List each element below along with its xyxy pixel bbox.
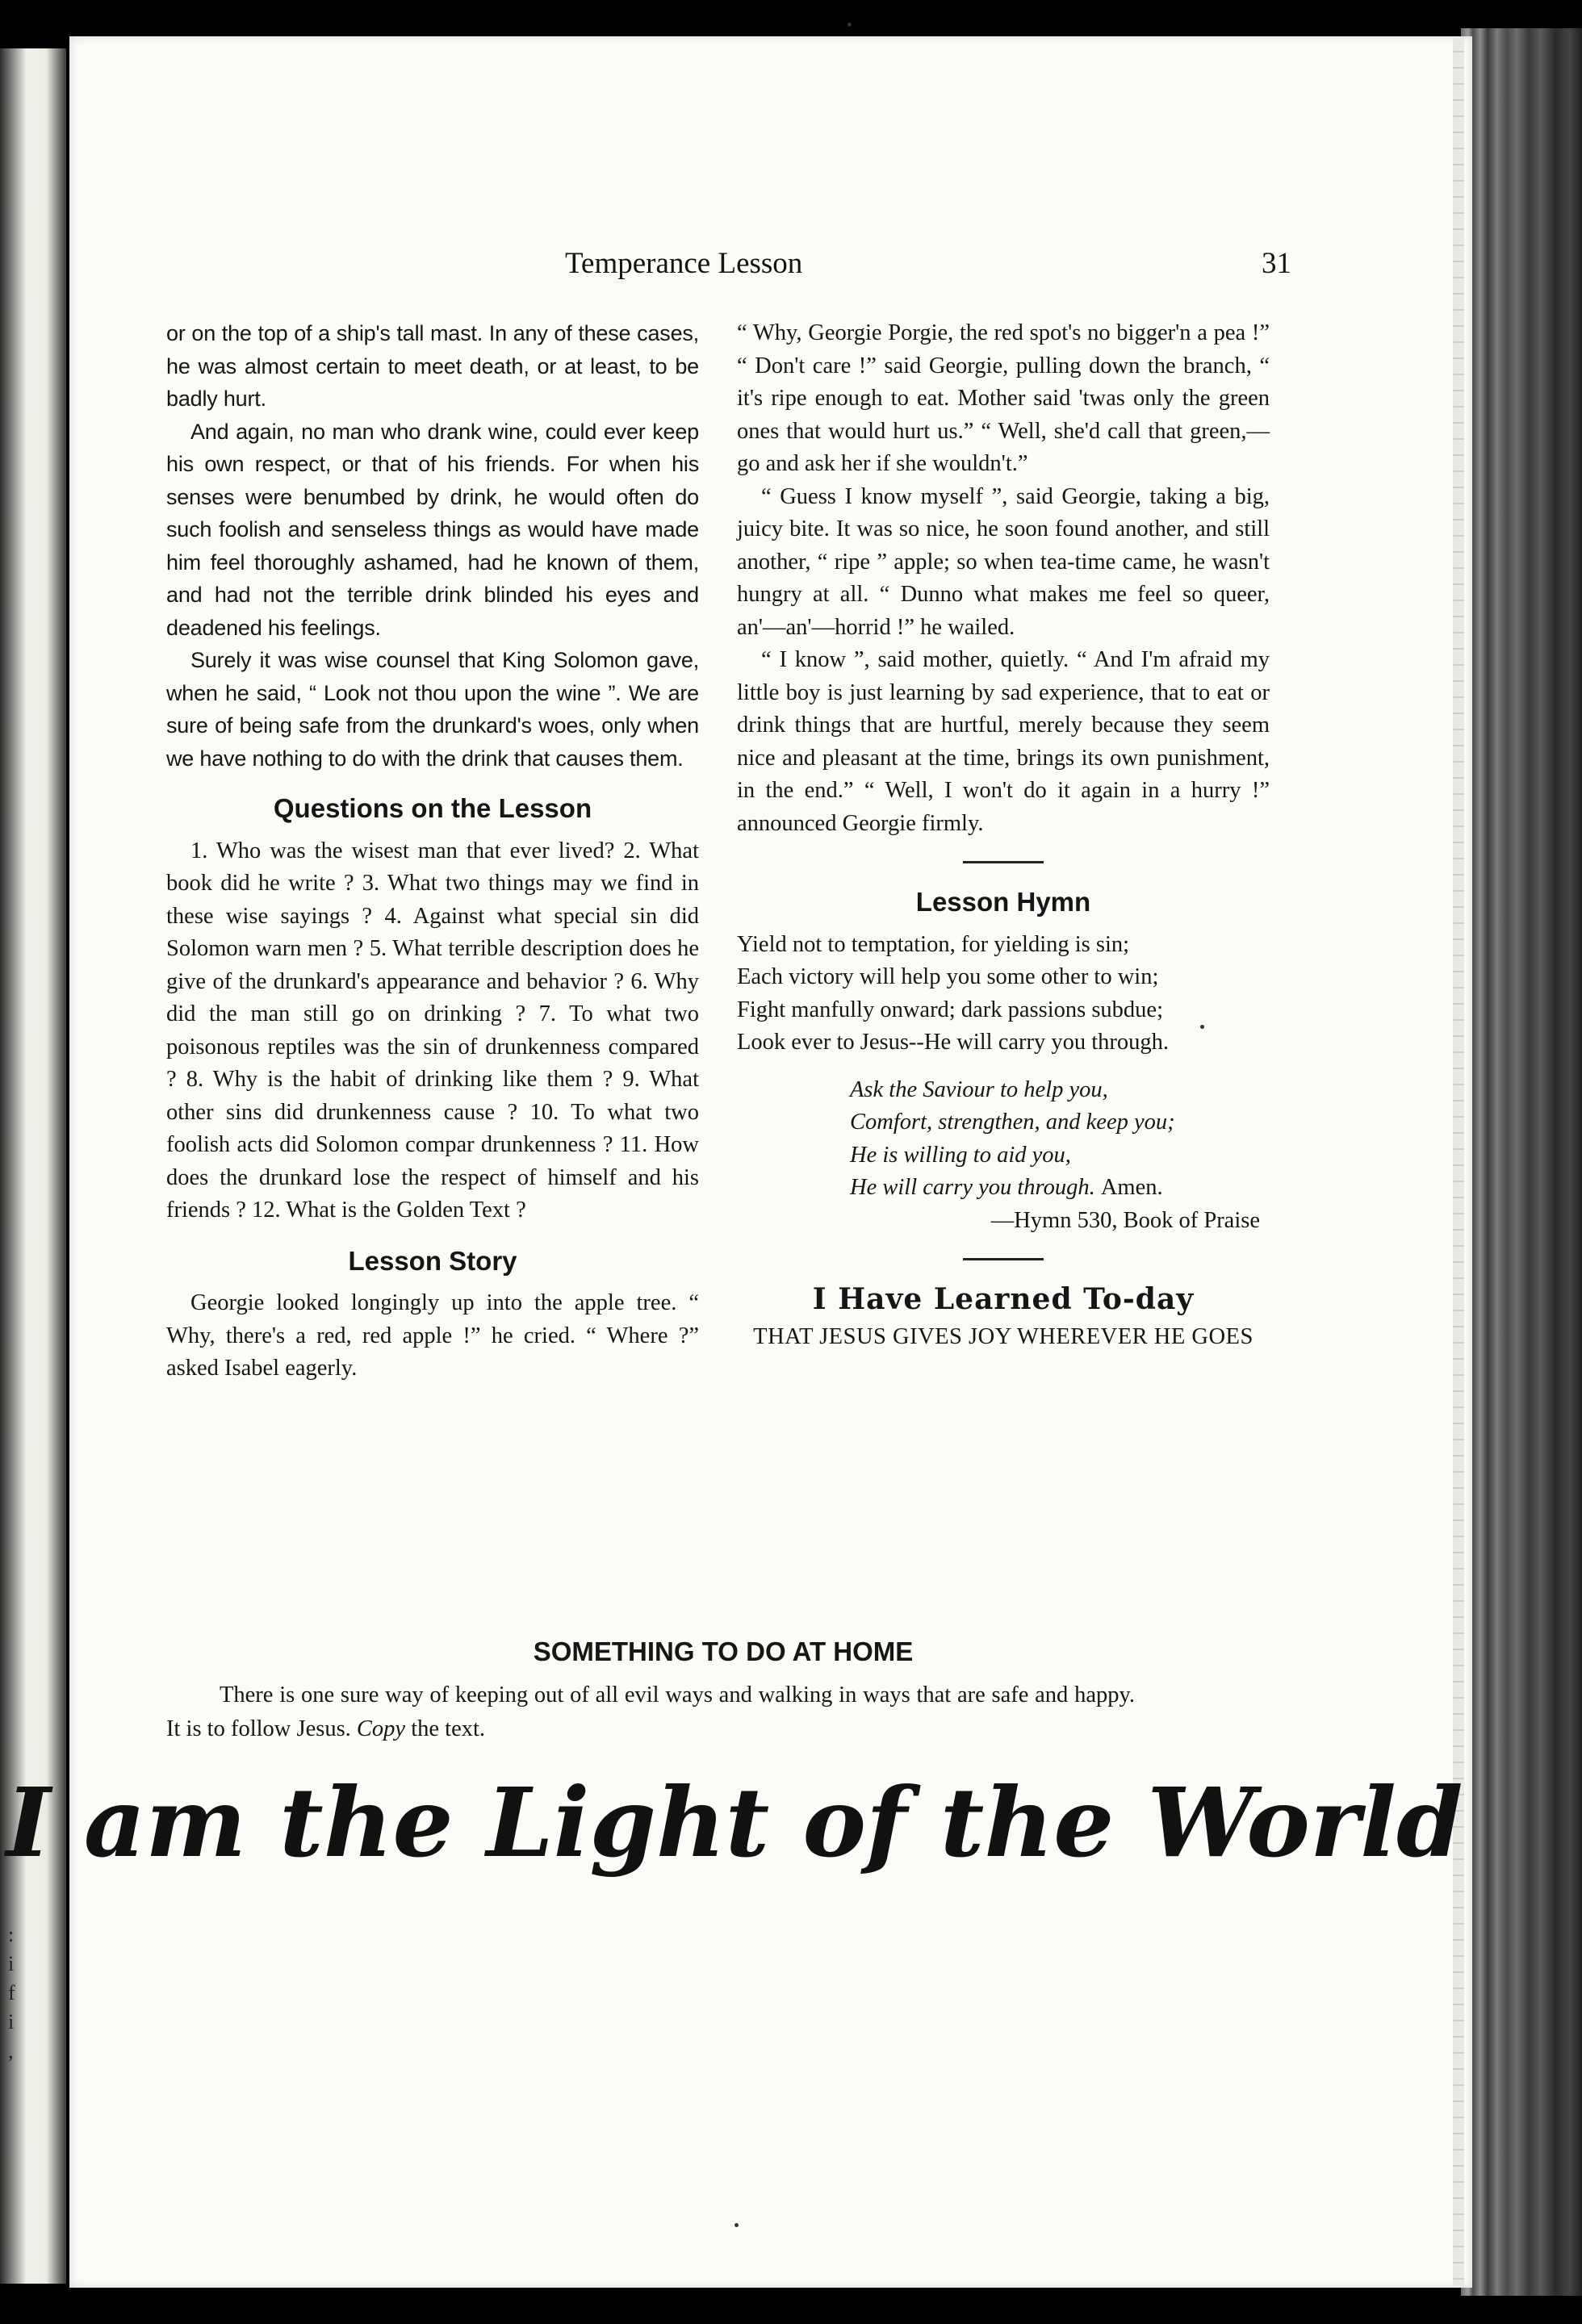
script-svg	[6, 1759, 1463, 1921]
amen: Amen.	[1100, 1175, 1163, 1200]
home-activity-section	[166, 1636, 1280, 1746]
script-text: I am the Light of the World	[6, 1766, 1463, 1879]
section-divider	[963, 861, 1044, 863]
paragraph: “ Why, Georgie Porgie, the red spot's no bigger'n a pea !” “ Don't care !” said Georgie, pulling down the branch, “ it's ripe enough to eat. Mother said 'twas only the green ones that would hurt us.” “ Well, she'd call that green,—go and ask her if she wouldn't.”	[737, 320, 1270, 476]
home-text	[166, 1678, 1280, 1746]
home-text-before: There is one sure way of keeping out of all evil ways and walking in ways that are safe and happy. It is to follow Jesus.	[166, 1682, 1135, 1741]
page-number: 31	[1262, 247, 1291, 280]
paragraph: And again, no man who drank wine, could ever keep his own respect, or that of his friends. For when his senses were benumbed by drink, he would often do such foolish and senseless things as would have made him feel thoroughly ashamed, had he known of them, and had not the terrible drink blinded his eyes and deadened his feelings.	[166, 419, 699, 640]
scan-speck	[1200, 1025, 1204, 1029]
scan-speck	[848, 23, 852, 27]
refrain-line	[850, 1172, 1270, 1205]
learned-text: THAT JESUS GIVES JOY WHEREVER HE GOES	[753, 1323, 1253, 1349]
page-header	[565, 246, 1291, 286]
hymn-source: —Hymn 530, Book of Praise	[990, 1207, 1260, 1233]
right-column	[737, 317, 1270, 1353]
section-divider	[963, 1258, 1044, 1260]
book-spine	[1461, 28, 1582, 2296]
scan-speck	[734, 2223, 739, 2227]
home-text-after: the text.	[405, 1716, 486, 1741]
home-heading: SOMETHING TO DO AT HOME	[533, 1636, 914, 1666]
learned-heading: I Have Learned To-day	[812, 1282, 1195, 1316]
hymn-refrain	[737, 1074, 1270, 1205]
hymn-line: Each victory will help you some other to win;	[737, 964, 1159, 989]
questions-heading: Questions on the Lesson	[273, 793, 592, 823]
left-column	[166, 317, 699, 1386]
page-stack-edge	[1453, 36, 1464, 2288]
paragraph: Surely it was wise counsel that King Solomon gave, when he said, “ Look not thou upon the wine ”. We are sure of being safe from the drunkard's woes, only when we have nothing to do with the drink that causes them.	[166, 648, 699, 771]
story-text: Georgie looked longingly up into the apple tree. “ Why, there's a red, red apple !” he cried. “ Where ?” asked Isabel eagerly.	[166, 1290, 699, 1381]
refrain-last-line: He will carry you through.	[850, 1175, 1095, 1200]
hymn-heading: Lesson Hymn	[915, 887, 1091, 917]
hymn-line: Look ever to Jesus--He will carry you through.	[737, 1030, 1170, 1055]
copy-word: Copy	[356, 1716, 406, 1741]
hymn-line: Yield not to temptation, for yielding is sin;	[737, 931, 1130, 957]
story-heading: Lesson Story	[348, 1245, 517, 1276]
paragraph: “ I know ”, said mother, quietly. “ And I'm afraid my little boy is just learning by sad experience, that to eat or drink things that are hurtful, merely because they seem nice and pleasant at the time, brings its own punishment, in the end.” “ Well, I won't do it again in a hurry !” announced Georgie firmly.	[737, 647, 1270, 836]
refrain-line: Ask the Saviour to help you,	[850, 1076, 1108, 1102]
hymn-verse	[737, 929, 1270, 1060]
paragraph: or on the top of a ship's tall mast. In any of these cases, he was almost certain to meet death, or at least, to be badly hurt.	[166, 321, 699, 411]
facing-page-text-fragments: : i f i ,	[8, 1923, 15, 2063]
lesson-body-text	[166, 317, 699, 775]
refrain-line: Comfort, strengthen, and keep you;	[850, 1110, 1175, 1135]
questions-text: 1. Who was the wisest man that ever lived? 2. What book did he write ? 3. What two things may we find in these wise sayings ? 4. Against what special sin did Solomon warn men ? 5. What terrible description does he give of the drunkard's appearance and behavior ? 6. Why did the man still go on drinking ? 7. To what two poisonous reptiles was the sin of drunkenness compared ? 8. Why is the habit of drinking like them ? 9. What other sins did drunkenness cause ? 10. To what two foolish acts did Solomon compar drunkenness ? 11. How does the drunkard lose the respect of himself and his friends ? 12. What is the Golden Text ?	[166, 838, 699, 1223]
golden-text-script	[6, 1759, 1463, 1921]
running-head: Temperance Lesson	[565, 247, 803, 280]
refrain-line: He is willing to aid you,	[850, 1142, 1071, 1168]
hymn-line: Fight manfully onward; dark passions subdue;	[737, 997, 1163, 1022]
paragraph: “ Guess I know myself ”, said Georgie, taking a big, juicy bite. It was so nice, he soon found another, and still another, “ ripe ” apple; so when tea-time came, he wasn't hungry at all. “ Dunno what makes me feel so queer, an'—an'—horrid !” he wailed.	[737, 483, 1270, 640]
